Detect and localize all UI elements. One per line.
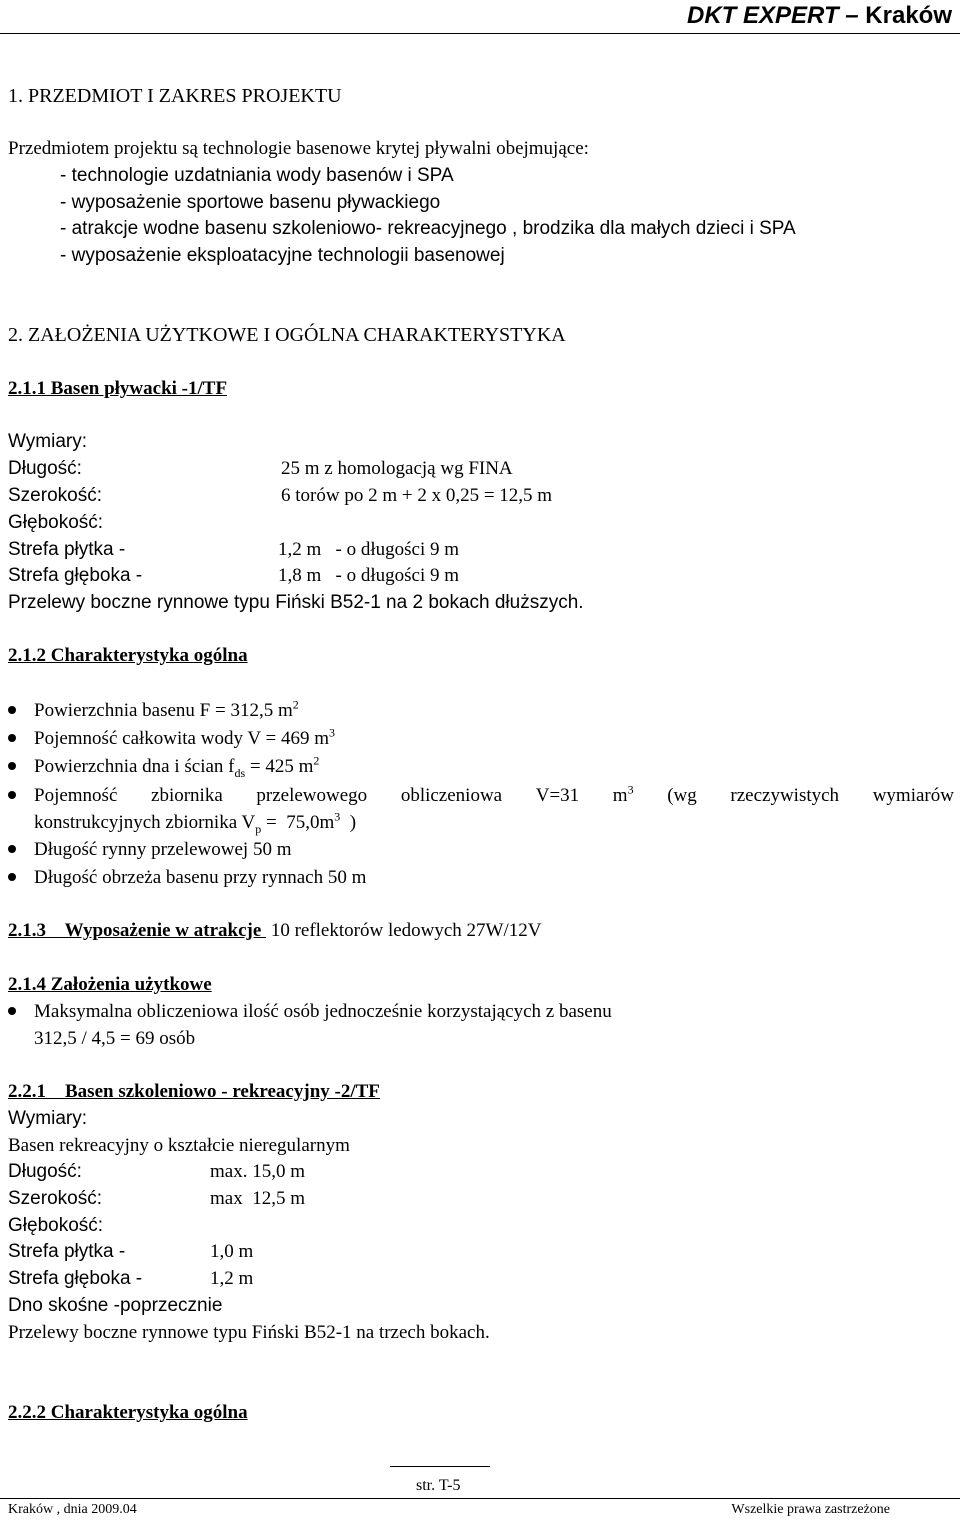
- walls-text: Powierzchnia dna i ścian f: [34, 756, 235, 777]
- dlugosc-label: Długość:: [8, 1161, 82, 1182]
- section-1-intro: Przedmiotem projektu są technologie basenowe krytej pływalni obejmujące:: [8, 138, 589, 159]
- tank-word: zbiornika: [151, 785, 223, 806]
- bullet-item-gutter: Długość rynny przelewowej 50 m: [34, 839, 292, 860]
- footer-copyright: Wszelkie prawa zastrzeżone: [731, 1502, 890, 1517]
- list-item: - wyposażenie sportowe basenu pływackiego: [60, 192, 441, 213]
- bullet-icon: [8, 734, 16, 742]
- glebokosc-label: Głębokość:: [8, 512, 104, 533]
- walls-rest: = 425 m: [245, 756, 314, 777]
- footer-page-rule: [390, 1466, 490, 1467]
- tank-word: m: [612, 785, 628, 806]
- tank-cont-sup: 3: [334, 809, 341, 824]
- szerokosc-label: Szerokość:: [8, 485, 102, 506]
- bullet-item-tank-cont: [34, 809, 357, 836]
- przelewy-note: Przelewy boczne rynnowe typu Fiński B52-1 na 2 bokach dłuższych.: [8, 592, 584, 613]
- bullet-item-volume: [34, 725, 335, 749]
- tank-word: Pojemność: [34, 785, 118, 806]
- footer-date: Kraków , dnia 2009.04: [8, 1502, 137, 1517]
- section-2-title: 2. ZAŁOŻENIA UŻYTKOWE I OGÓLNA CHARAKTERYSTYKA: [8, 324, 566, 346]
- header-brand: [687, 4, 952, 28]
- walls-sup: 2: [313, 753, 320, 768]
- bullet-icon: [8, 873, 16, 881]
- dno-note: Dno skośne -poprzecznie: [8, 1295, 223, 1316]
- ksztalt-note: Basen rekreacyjny o kształcie nieregularnym: [8, 1135, 350, 1156]
- dlugosc-value: max. 15,0 m: [210, 1161, 305, 1182]
- bullet-icon: [8, 706, 16, 714]
- subsection-2-1-1-title: 2.1.1 Basen pływacki -1/TF: [8, 378, 228, 399]
- strefa-gleboka-value: 1,8 m - o długości 9 m: [278, 565, 460, 586]
- list-item: - technologie uzdatniania wody basenów i SPA: [60, 165, 454, 186]
- brand-name: DKT EXPERT: [687, 2, 839, 29]
- strefa-plytka-label: Strefa płytka -: [8, 539, 126, 560]
- subsection-2-1-4-title: 2.1.4 Założenia użytkowe: [8, 974, 212, 995]
- page-number: str. T-5: [416, 1477, 461, 1494]
- bullet-icon: [8, 1007, 16, 1015]
- bullet-item-walls: [34, 753, 320, 780]
- subsection-2-2-2-title: 2.2.2 Charakterystyka ogólna: [8, 1402, 248, 1423]
- bullet-icon: [8, 791, 16, 799]
- tank-word: obliczeniowa: [400, 785, 503, 806]
- glebokosc-label: Głębokość:: [8, 1215, 104, 1236]
- subsection-2-1-2-title: 2.1.2 Charakterystyka ogólna: [8, 645, 248, 666]
- brand-dash: –: [838, 2, 866, 29]
- tank-cont-rest: = 75,0m: [261, 812, 335, 833]
- tank-unit: [612, 782, 634, 806]
- brand-city: Kraków: [865, 2, 952, 29]
- wymiary-label: Wymiary:: [8, 1108, 87, 1129]
- bullet-icon: [8, 845, 16, 853]
- volume-text: Pojemność całkowita wody V = 469 m: [34, 728, 329, 749]
- szerokosc-label: Szerokość:: [8, 1188, 102, 1209]
- strefa-gleboka-label: Strefa głęboka -: [8, 565, 143, 586]
- tank-word: V=31: [535, 785, 580, 806]
- tank-cont-text: konstrukcyjnych zbiornika V: [34, 812, 256, 833]
- przelewy-note: Przelewy boczne rynnowe typu Fiński B52-1 na trzech bokach.: [8, 1322, 490, 1343]
- volume-sup: 3: [329, 725, 335, 740]
- surface-sup: 2: [292, 697, 299, 712]
- strefa-plytka-value: 1,0 m: [210, 1241, 254, 1262]
- bullet-item-surface: [34, 697, 299, 721]
- bullet-item-edge: Długość obrzeża basenu przy rynnach 50 m: [34, 867, 367, 888]
- section-1-title: 1. PRZEDMIOT I ZAKRES PROJEKTU: [8, 85, 342, 107]
- footer-rule: [0, 1498, 960, 1499]
- tank-word: rzeczywistych: [730, 785, 840, 806]
- header-rule: [0, 33, 960, 34]
- tank-cont-sub: p: [255, 821, 262, 836]
- szerokosc-value: max 12,5 m: [210, 1188, 305, 1209]
- tank-word: (wg: [667, 785, 697, 806]
- bullet-item-capacity: Maksymalna obliczeniowa ilość osób jednocześnie korzystających z basenu: [34, 1001, 612, 1022]
- subsection-2-1-3-text: 10 reflektorów ledowych 27W/12V: [266, 920, 542, 941]
- strefa-plytka-value: 1,2 m - o długości 9 m: [278, 539, 460, 560]
- tank-cont-end: ): [340, 812, 357, 833]
- dlugosc-label: Długość:: [8, 458, 82, 479]
- walls-sub: ds: [234, 765, 246, 780]
- tank-word: przelewowego: [256, 785, 368, 806]
- list-item: - wyposażenie eksploatacyjne technologii basenowej: [60, 245, 505, 266]
- subsection-2-1-3: [8, 921, 542, 940]
- bullet-item-capacity-calc: 312,5 / 4,5 = 69 osób: [34, 1028, 196, 1049]
- subsection-2-1-3-title: 2.1.3 Wyposażenie w atrakcje: [8, 920, 267, 941]
- surface-text: Powierzchnia basenu F = 312,5 m: [34, 700, 293, 721]
- tank-sup: 3: [627, 782, 634, 797]
- subsection-2-2-1-title: 2.2.1 Basen szkoleniowo - rekreacyjny -2/TF: [8, 1081, 380, 1102]
- dlugosc-value: 25 m z homologacją wg FINA: [281, 458, 513, 479]
- tank-word: wymiarów: [872, 785, 954, 806]
- strefa-plytka-label: Strefa płytka -: [8, 1241, 126, 1262]
- list-item: - atrakcje wodne basenu szkoleniowo- rekreacyjnego , brodzika dla małych dzieci i SPA: [60, 218, 796, 239]
- wymiary-label: Wymiary:: [8, 431, 87, 452]
- szerokosc-value: 6 torów po 2 m + 2 x 0,25 = 12,5 m: [281, 485, 553, 506]
- bullet-item-tank: [34, 782, 954, 806]
- strefa-gleboka-value: 1,2 m: [210, 1268, 254, 1289]
- strefa-gleboka-label: Strefa głęboka -: [8, 1268, 143, 1289]
- bullet-icon: [8, 762, 16, 770]
